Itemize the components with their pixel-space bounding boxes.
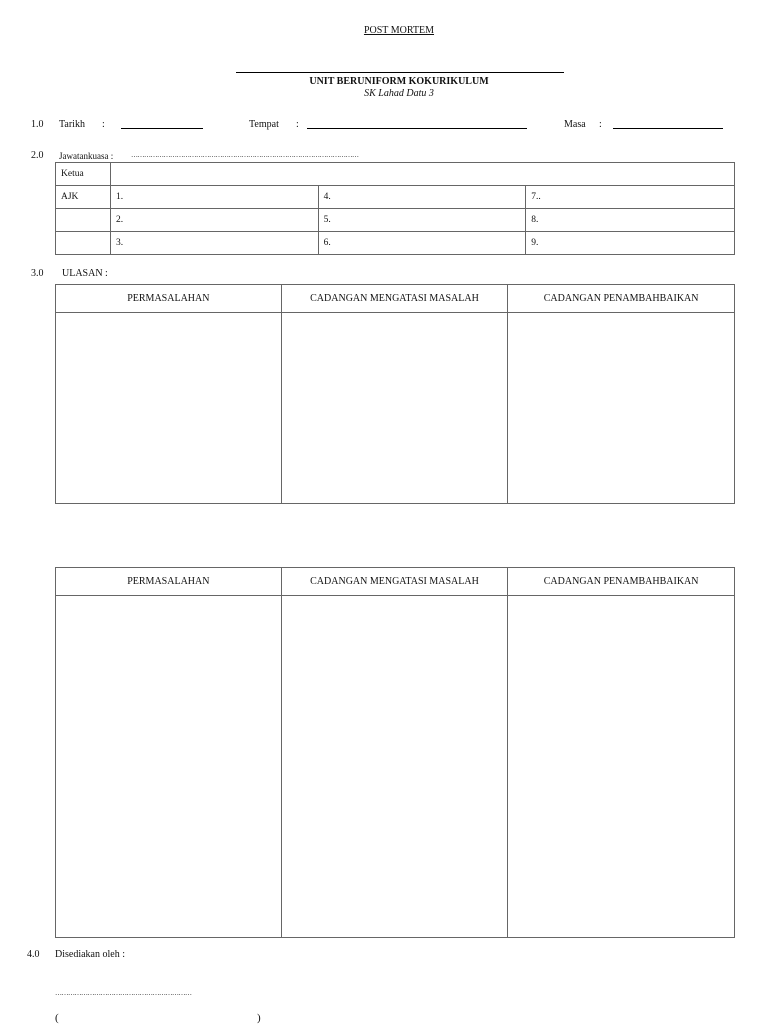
permasalahan-cell[interactable] — [56, 596, 282, 938]
committee-table — [55, 162, 735, 255]
review-table-2 — [55, 567, 735, 938]
tempat-label: Tempat — [249, 119, 279, 130]
disediakan-label: Disediakan oleh : — [55, 949, 125, 960]
masa-colon: : — [599, 119, 602, 130]
table-row — [56, 232, 735, 255]
cadangan-mengatasi-cell[interactable] — [281, 596, 508, 938]
column-header-cadangan-penambahbaikan: CADANGAN PENAMBAHBAIKAN — [508, 568, 735, 596]
ulasan-label: ULASAN : — [62, 268, 108, 279]
signature-dots[interactable]: ……………………………………………………… — [55, 989, 192, 997]
tarikh-label: Tarikh — [59, 119, 85, 130]
empty-cell — [56, 232, 111, 255]
table-row — [56, 163, 735, 186]
member-cell[interactable]: 3. — [110, 232, 318, 255]
table-row — [56, 209, 735, 232]
cadangan-penambahbaikan-cell[interactable] — [508, 596, 735, 938]
table-header-row — [56, 285, 735, 313]
table-row — [56, 596, 735, 938]
masa-field[interactable] — [613, 118, 723, 129]
tempat-colon: : — [296, 119, 299, 130]
table-row — [56, 186, 735, 209]
section-number-1: 1.0 — [31, 119, 44, 130]
table-row — [56, 313, 735, 504]
school-name: SK Lahad Datu 3 — [364, 88, 434, 99]
section-number-3: 3.0 — [31, 268, 44, 279]
cadangan-penambahbaikan-cell[interactable] — [508, 313, 735, 504]
tarikh-field[interactable] — [121, 118, 203, 129]
member-cell[interactable]: 2. — [110, 209, 318, 232]
section-number-4: 4.0 — [27, 949, 40, 960]
member-cell[interactable]: 4. — [318, 186, 526, 209]
table-header-row — [56, 568, 735, 596]
column-header-permasalahan: PERMASALAHAN — [56, 568, 282, 596]
member-cell[interactable]: 9. — [526, 232, 735, 255]
masa-label: Masa — [564, 119, 586, 130]
member-cell[interactable]: 7.. — [526, 186, 735, 209]
document-title: POST MORTEM — [363, 25, 435, 36]
column-header-cadangan-penambahbaikan: CADANGAN PENAMBAHBAIKAN — [508, 285, 735, 313]
tarikh-colon: : — [102, 119, 105, 130]
ketua-label-cell: Ketua — [56, 163, 111, 186]
column-header-permasalahan: PERMASALAHAN — [56, 285, 282, 313]
column-header-cadangan-mengatasi: CADANGAN MENGATASI MASALAH — [281, 568, 508, 596]
column-header-cadangan-mengatasi: CADANGAN MENGATASI MASALAH — [281, 285, 508, 313]
ketua-input-cell[interactable] — [110, 163, 734, 186]
member-cell[interactable]: 5. — [318, 209, 526, 232]
permasalahan-cell[interactable] — [56, 313, 282, 504]
name-open-paren: ( — [55, 1012, 59, 1024]
member-cell[interactable]: 1. — [110, 186, 318, 209]
section-number-2: 2.0 — [31, 150, 44, 161]
jawatankuasa-label: Jawatankuasa : — [59, 151, 114, 161]
member-cell[interactable]: 6. — [318, 232, 526, 255]
ajk-label-cell: AJK — [56, 186, 111, 209]
review-table-1 — [55, 284, 735, 504]
header-rule — [236, 72, 564, 73]
unit-name: UNIT BERUNIFORM KOKURIKULUM — [309, 76, 489, 87]
member-cell[interactable]: 8. — [526, 209, 735, 232]
name-close-paren: ) — [257, 1012, 261, 1024]
empty-cell — [56, 209, 111, 232]
tempat-field[interactable] — [307, 118, 527, 129]
cadangan-mengatasi-cell[interactable] — [281, 313, 508, 504]
jawatankuasa-dots: …………………………………………………………………………………………… — [131, 151, 359, 159]
